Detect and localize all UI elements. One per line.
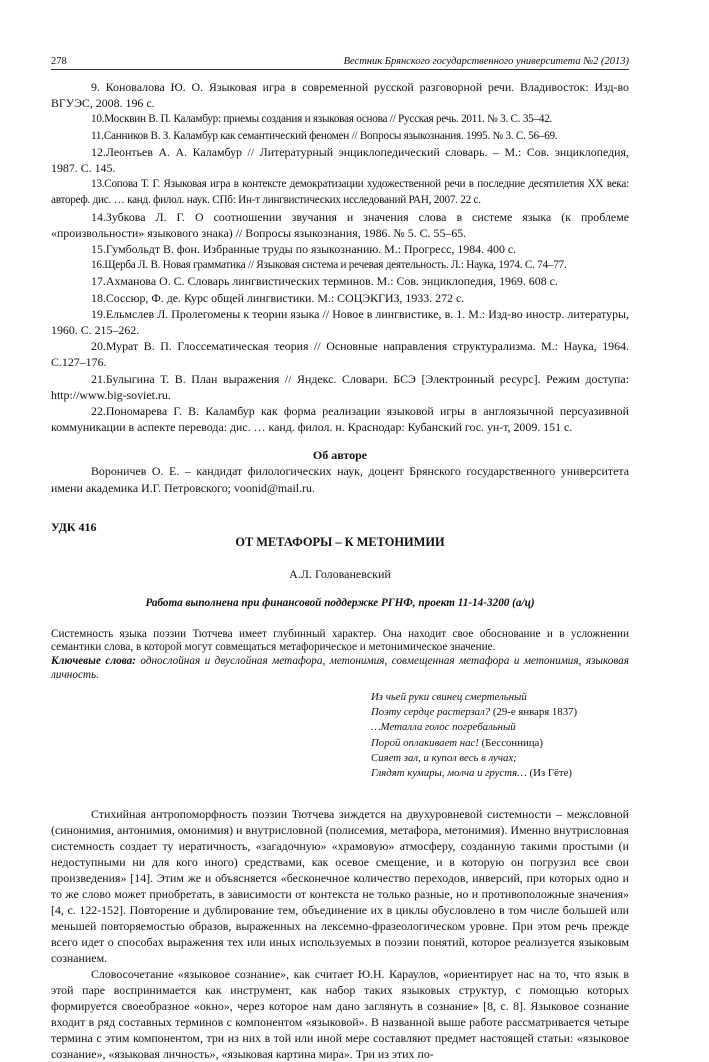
epigraph-verse: …Металла голос погребальный xyxy=(371,721,516,734)
running-head xyxy=(51,56,629,70)
keywords xyxy=(51,655,629,682)
article-body xyxy=(51,806,629,1062)
reference-item: 12.Леонтьев А. А. Каламбур // Литературный энциклопедический словарь. – М.: Сов. энциклопедия, 1987. С. 145. xyxy=(51,144,629,176)
epigraph-verse: Сияет зал, и купол весь в лучах; xyxy=(371,751,517,764)
reference-item: 13.Сопова Т. Г. Языковая игра в контексте демократизации художественной речи в последние десятилетия ХХ века: автореф. дис. … канд. филол. наук. СПб: Ин-т лингвистических исследований РАН, 2007. 22 с. xyxy=(51,178,629,207)
epigraph-source: (Бессонница) xyxy=(478,736,543,749)
body-paragraph: Словосочетание «языковое сознание», как считает Ю.Н. Караулов, «ориентирует нас на то, что язык в этой паре воспринимается как инструмент, как набор таких языковых структур, с помощью которых формируется своеобразное «окно», через которое нам дано заглянуть в сознание» [8, с. 8]. Языковое сознание входит в ряд составных терминов с компонентом «языковой». В названной выше работе рассматривается четыре термина с этим компонентом, три из них в той или иной мере составляют предмет настоящей статьи: «языковое сознание», «языковая личность», «языковая картина мира». Три из этих по- xyxy=(51,966,629,1061)
about-author-heading: Об авторе xyxy=(312,448,368,463)
reference-item: 11.Санников В. З. Каламбур как семантический феномен // Вопросы языкознания. 1995. № 3. С. 56–69. xyxy=(91,129,558,142)
article-author: А.Л. Голованевский xyxy=(289,566,391,581)
epigraph-line xyxy=(371,736,629,751)
abstract-text: Системность языка поэзии Тютчева имеет глубинный характер. Она находит свое обоснование и в усложнении семантики слова, в которой могут совмещаться метафорическое и метонимическое значение. xyxy=(51,627,629,654)
article-title: ОТ МЕТАФОРЫ – К МЕТОНИМИИ xyxy=(235,534,445,549)
journal-page xyxy=(51,56,629,1062)
epigraph-verse: Глядят кумиры, молча и грустя… xyxy=(371,766,527,779)
epigraph-verse: Из чьей руки свинец смертельный xyxy=(371,691,527,704)
reference-item: 9. Коновалова Ю. О. Языковая игра в современной русской разговорной речи. Владивосток: Изд-во ВГУЭС, 2008. 196 с. xyxy=(51,80,629,111)
funding-note: Работа выполнена при финансовой поддержке РГНФ, проект 11-14-3200 (а/ц) xyxy=(145,596,535,609)
keywords-text: однослойная и двуслойная метафора, метонимия, совмещенная метафора и метонимия, языковая личность. xyxy=(51,655,629,681)
epigraph-source: (29-е января 1837) xyxy=(490,706,578,719)
epigraph xyxy=(371,690,629,781)
reference-item: 18.Соссюр, Ф. де. Курс общей лингвистики. М.: СОЦЭКГИЗ, 1933. 272 с. xyxy=(91,290,465,305)
reference-item: 14.Зубкова Л. Г. О соотношении звучания и значения слова в системе языка (к проблеме «произвольности» языкового знака) // Вопросы языкознания, 1986. № 5. С. 55–65. xyxy=(51,209,629,240)
epigraph-line xyxy=(371,705,629,720)
reference-item: 20.Мурат В. П. Глоссематическая теория // Основные направления структурализма. М.: Наука, 1964. С.127–176. xyxy=(51,339,629,370)
epigraph-source: (Из Гёте) xyxy=(526,766,572,779)
epigraph-verse: Поэту сердце растерзал? xyxy=(371,706,491,719)
reference-item: 10.Москвин В. П. Каламбур: приемы создания и языковая основа // Русская речь. 2011. № 3. С. 35–42. xyxy=(91,113,553,126)
udk-code: УДК 416 xyxy=(51,519,97,534)
reference-item: 17.Ахманова О. С. Словарь лингвистических терминов. М.: Сов. энциклопедия, 1969. 608 с. xyxy=(91,274,558,289)
page-number: 278 xyxy=(51,56,67,67)
body-paragraph: Стихийная антропоморфность поэзии Тютчева зиждется на двухуровневой системности – межсловной (синонимия, антонимия, омонимия) и внутрисловной (полисемия, метафора, метонимия). Именно внутрисловная системность создает ту иератичность, «загадочную» «храмовую» атмосферу, созданную такими простыми (и недоступными ни для кого иного) средствами, как осевое смещение, и в которую он погрузил все свои произведения» [14]. Этим же и объясняется «бесконечное количество переходов, инверсий, при которых одно и то же слово может приобретать, в зависимости от контекста не только разные, но и противоположные значения» [4, с. 122-152]. Повторение и дублирование тем, объединение их в циклы обусловлено в том числе большей или меньшей повторяемостью образов, выраженных на лексемно-фразеологическом уровне. При этом речь прежде всего идет о способах выражения тех или иных используемых в поэзии понятий, которое реализуется языковым сознанием. xyxy=(51,806,629,965)
reference-item: 21.Булыгина Т. В. План выражения // Яндекс. Словари. БСЭ [Электронный ресурс]. Режим доступа: http://www.big-soviet.ru. xyxy=(51,371,629,402)
reference-item: 15.Гумбольдт В. фон. Избранные труды по языкознанию. М.: Прогресс, 1984. 400 с. xyxy=(91,242,517,257)
reference-item: 22.Пономарева Г. В. Каламбур как форма реализации языковой игры в англоязычной персуазивной коммуникации в аспекте перевода: дис. … канд. филол. н. Краснодар: Кубанский гос. ун-т, 2009. 151 с. xyxy=(51,404,629,435)
epigraph-line xyxy=(371,720,629,735)
reference-item: 19.Ельмслев Л. Пролегомены к теории языка // Новое в лингвистике, в. 1. М.: Изд-во иностр. литературы, 1960. С. 215–262. xyxy=(51,306,629,338)
about-author-text: Вороничев О. Е. – кандидат филологических наук, доцент Брянского государственного университета имени академика И.Г. Петровского; voonid@mail.ru. xyxy=(51,464,629,495)
journal-title: Вестник Брянского государственного университета №2 (2013) xyxy=(343,56,629,67)
epigraph-line xyxy=(371,690,629,705)
keywords-label: Ключевые слова: xyxy=(51,655,136,668)
reference-item: 16.Щерба Л. В. Новая грамматика // Языковая система и речевая деятельность. Л.: Наука, 1974. С. 74–77. xyxy=(91,259,567,272)
reference-list xyxy=(51,79,629,435)
abstract xyxy=(51,628,629,682)
epigraph-line xyxy=(371,751,629,766)
epigraph-verse: Порой оплакивает нас! xyxy=(371,736,479,749)
epigraph-line xyxy=(371,766,629,781)
